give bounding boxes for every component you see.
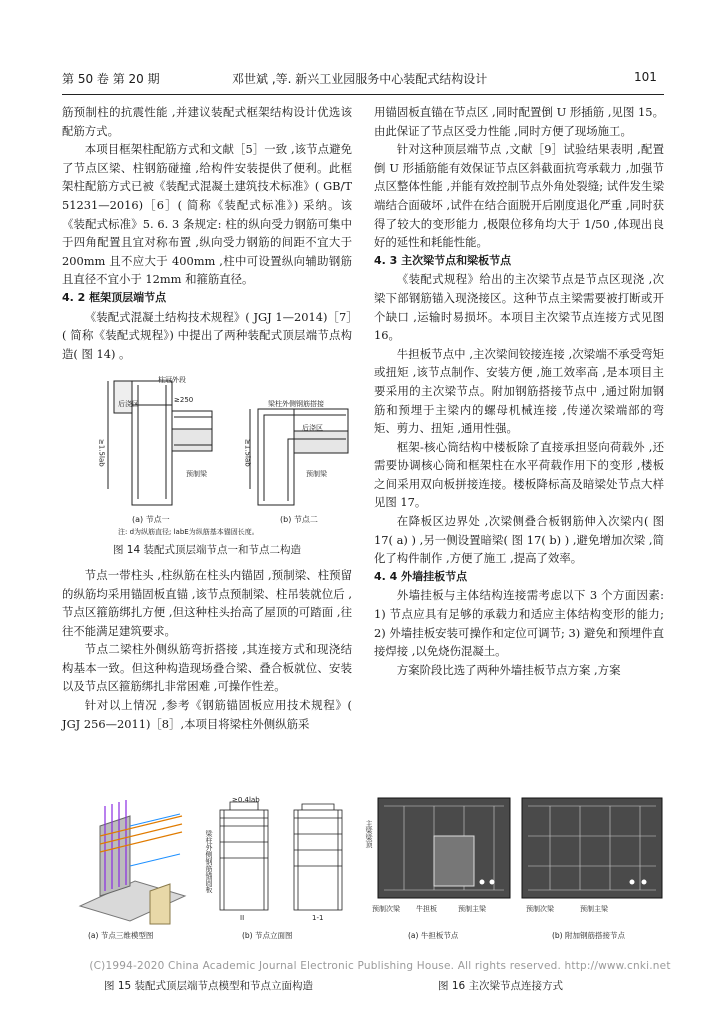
figure-16a-label-zhuliang: 预制主梁 (458, 905, 486, 913)
paragraph: 本项目框架柱配筋方式和文献［5］一致 ,该节点避免了节点区梁、柱钢筋碰撞 ,给构件安装提供了便利。此框架柱配筋方式已被《装配式混凝土建筑技术标准》( GB/T 51231—2016)［6］( 简称《装配式标准》) 采纳。该《装配式标准》5. 6. 3 条规定: 柱的纵向受力钢筋可集中于四角配置且宜对称布置 ,纵向受力钢筋的间距不宜大于 200mm 且不应大于 400mm ,柱中可设置纵向辅助钢筋且直径不宜小于 12mm 和箍筋直径。 (62, 142, 352, 287)
paragraph: 方案阶段比选了两种外墙挂板节点方案 ,方案 (396, 662, 621, 677)
paragraph: 节点一带柱头 ,柱纵筋在柱头内锚固 ,预制梁、柱预留的纵筋均采用锚固板直锚 ,该节点预制梁、柱吊装就位后 ,节点区箍筋绑扎方便 ,但这种柱头抬高了屋顶的可踏面 ,往往不能满足建筑要求。 (62, 567, 352, 638)
paragraph: 用锚固板直锚在节点区 ,同时配置倒 U 形插筋 ,见图 15。由此保证了节点区受力性能 ,同时方便了现场施工。 (374, 105, 664, 138)
figure-14 (62, 369, 352, 537)
label-yuzhiliang-2: 预制梁 (306, 470, 327, 479)
paragraph: 节点二梁柱外侧纵筋弯折搭接 ,其连接方式和现浇结构基本一致。但这种构造现场叠合梁、叠合板就位、安装以及节点区箍筋绑扎非常困难 ,可操作性差。 (62, 642, 352, 694)
figure-16a-label-niudan: 牛担板 (416, 905, 437, 913)
figure-14-caption: 图 14 装配式顶层端节点一和节点二构造 (112, 544, 302, 557)
paragraph: 《装配式规程》给出的主次梁节点是节点区现浇 ,次梁下部钢筋锚入现浇接区。这种节点主梁需要被打断或开个缺口 ,运输时易损坏。本项目主次梁节点连接方式见图 16。 (374, 272, 664, 343)
figure-14-note: 注: d为纵筋直径; labE为纵筋基本锚固长度。 (118, 528, 259, 537)
running-title: 邓世斌 ,等. 新兴工业园服务中心装配式结构设计 (232, 72, 488, 86)
subcaption-a: (a) 节点一 (132, 515, 170, 525)
page-number: 101 (634, 70, 657, 84)
paragraph: 《装配式混凝土结构技术规程》( JGJ 1—2014)［7］( 简称《装配式规程》) 中提出了两种装配式顶层端节点构造( 图 14) 。 (62, 309, 352, 361)
figure-16-caption: 图 16 主次梁节点连接方式 (438, 980, 564, 992)
label-dim-lab-1: ≥1.5lab (97, 439, 106, 467)
section-heading-4-2: 4. 2 框架顶层端节点 (62, 290, 167, 304)
figure-16b-fujia (520, 796, 664, 926)
copyright-watermark: (C)1994-2020 China Academic Journal Electronic Publishing House. All rights reserved. http://www.cnki.net (89, 960, 671, 972)
figure-16b-label-ciliang: 预制次梁 (526, 905, 554, 913)
paragraph: 针对以上情况 ,参考《钢筋锚固板应用技术规程》( JGJ 256—2011)［8］,本项目将梁柱外侧纵筋采 (62, 698, 352, 731)
figure-16a-label-ciliang: 预制次梁 (372, 905, 400, 913)
figure-15b-vlabel: 梁柱外侧钢筋锚固板 (205, 830, 213, 893)
paragraph: 针对这种顶层端节点 ,文献［9］试验结果表明 ,配置倒 U 形插筋能有效保证节点区斜截面抗弯承载力 ,加强节点区整体性能 ,并能有效控制节点外角处裂缝; 试件发生梁端结合面破坏 ,试件在结合面脱开后刚度退化严重 ,同时获得了较大的变形能力 ,极限位移角均大于 1/50 ,体现出良好的延性和耗能性能。 (374, 142, 664, 250)
subcaption-b: (b) 节点二 (280, 515, 318, 525)
figure-15-caption: 图 15 装配式顶层端节点模型和节点立面构造 (104, 980, 314, 992)
header-rule (62, 94, 664, 95)
paragraph: 在降板区边界处 ,次梁侧叠合板钢筋伸入次梁内( 图 17( a) ) ,另一侧设置暗梁( 图 17( b) ) ,避免增加次梁 ,简化了构件制作 ,方便了施工 ,提高了效率。 (374, 514, 664, 566)
figure-15b-section-ii: II (240, 914, 245, 922)
section-heading-4-3: 4. 3 主次梁节点和梁板节点 (374, 253, 512, 267)
figure-16a-vlabel: 主梁梁顶 (365, 820, 373, 848)
paragraph: 筋预制柱的抗震性能 ,并建议装配式框架结构设计优选该配筋方式。 (62, 105, 352, 138)
label-zhutou: 柱冠外段 (158, 376, 186, 385)
figure-15a-subcaption: (a) 节点三维模型图 (88, 931, 154, 940)
figure-15a-3d-model (70, 796, 190, 926)
paragraph: 外墙挂板与主体结构连接需考虑以下 3 个方面因素: 1) 节点应具有足够的承载力和适应主体结构变形的能力; 2) 外墙挂板安装可操作和定位可调节; 3) 避免和预埋件直接焊接 ,以免烧伤混凝土。 (374, 588, 664, 659)
right-column (374, 103, 664, 679)
left-column (62, 103, 352, 733)
paragraph: 牛担板节点中 ,主次梁间铰接连接 ,次梁端不承受弯矩或扭矩 ,该节点制作、安装方便 ,施工效率高 ,是本项目主要采用的主次梁节点。附加钢筋搭接节点中 ,通过附加钢筋和预埋于主梁内的螺母机械连接 ,传递次梁端部的弯矩、剪力、扭矩 ,通用性强。 (374, 346, 664, 436)
figure-16b-label-zhuliang: 预制主梁 (580, 905, 608, 913)
label-dim-lab-2: ≥1.5lab (243, 439, 252, 467)
label-yuzhiliang-1: 预制梁 (186, 470, 207, 479)
figure-15b-section-11: 1-1 (312, 914, 324, 922)
figure-15b-subcaption: (b) 节点立面图 (242, 931, 293, 940)
journal-volume: 第 50 卷 第 20 期 (62, 72, 160, 86)
label-houjiao: 后浇区 (118, 400, 139, 409)
paragraph: 框架-核心筒结构中楼板除了直接承担竖向荷载外 ,还需要协调核心筒和框架柱在水平荷载作用下的变形 ,楼板之间采用双向板拼接连接。楼板降标高及暗梁处节点大样见图 17。 (374, 439, 664, 510)
section-heading-4-4: 4. 4 外墙挂板节点 (374, 569, 468, 583)
label-dim-250: ≥250 (174, 396, 194, 405)
figure-15b-elevation (202, 796, 352, 926)
figure-16a-subcaption: (a) 牛担板节点 (408, 931, 459, 940)
label-waice-dajie: 梁柱外侧钢筋搭接 (268, 400, 324, 409)
figure-16a-niudan (364, 796, 514, 926)
figure-15b-dim: ≥0.4lab (232, 796, 260, 804)
bottom-figures (62, 796, 664, 966)
label-houjiao-2: 后浇区 (302, 424, 323, 433)
figure-16b-subcaption: (b) 附加钢筋搭接节点 (552, 931, 625, 940)
